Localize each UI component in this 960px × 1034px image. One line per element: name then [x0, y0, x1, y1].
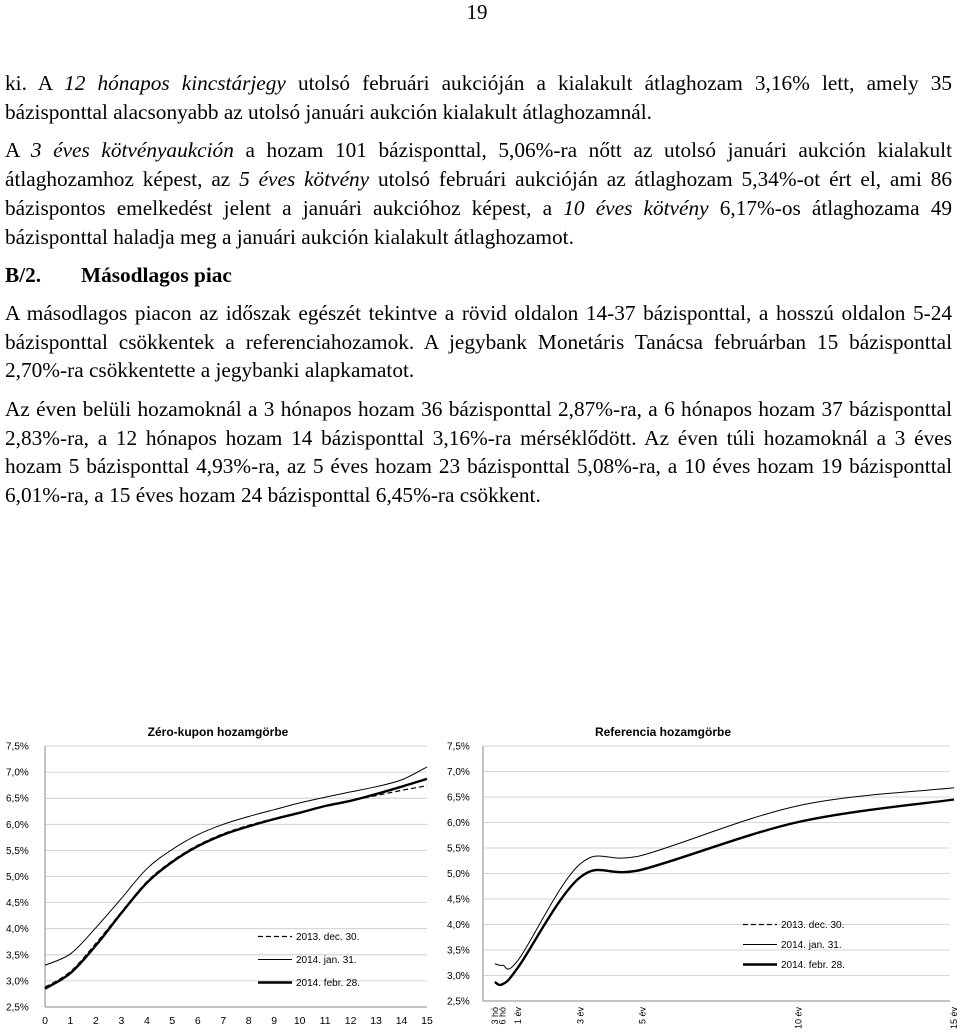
y-tick-label: 2,5% [6, 1002, 29, 1014]
zero-coupon-chart [0, 718, 440, 1034]
x-tick-label: 15 év [949, 1007, 959, 1030]
x-tick-label: 3 [118, 1015, 125, 1027]
x-tick-label: 10 [293, 1015, 306, 1027]
y-tick-label: 7,0% [6, 767, 29, 779]
legend-label: 2014. jan. 31. [781, 940, 842, 951]
emphasis-12-month-bill: 12 hónapos kincstárjegy [64, 71, 286, 95]
zero-coupon-chart-svg [0, 718, 440, 1029]
reference-chart-svg [445, 718, 957, 1029]
legend-label: 2014. jan. 31. [296, 955, 357, 966]
x-tick-label: 5 év [637, 1007, 648, 1025]
x-tick-label: 12 [344, 1015, 357, 1027]
x-tick-label: 0 [42, 1015, 48, 1027]
y-tick-label: 5,0% [447, 869, 470, 880]
paragraph-t-bill [5, 69, 952, 126]
y-tick-label: 3,0% [447, 971, 470, 982]
y-tick-label: 3,5% [447, 945, 470, 957]
x-tick-label: 6 [194, 1015, 201, 1027]
y-tick-label: 6,5% [447, 792, 470, 804]
y-tick-label: 5,5% [447, 843, 470, 855]
body-text [5, 69, 952, 520]
y-tick-label: 5,5% [6, 845, 29, 857]
x-tick-label: 1 év [513, 1007, 524, 1025]
x-tick-label: 6 hó [497, 1007, 508, 1025]
x-tick-label: 3 év [575, 1007, 586, 1025]
paragraph-yields: Az éven belüli hozamoknál a 3 hónapos hozam 36 bázisponttal 2,87%-ra, a 6 hónapos hozam 37 bázisponttal 2,83%-ra, a 12 hónapos hozam 14 bázisponttal 3,16%-ra mérséklődött. Az éven túli hozamoknál a 3 éves hozam 5 bázisponttal 4,93%-ra, az 5 éves hozam 23 bázisponttal 5,08%-ra, a 10 éves hozam 19 bázisponttal 6,01%-ra, a 15 éves hozam 24 bázisponttal 6,45%-ra csökkent. [5, 397, 952, 508]
x-tick-label: 4 [143, 1015, 150, 1027]
y-tick-label: 7,5% [6, 741, 29, 753]
x-tick-label: 5 [169, 1015, 176, 1027]
y-tick-label: 6,0% [6, 819, 29, 831]
x-tick-label: 10 év [793, 1007, 804, 1030]
y-tick-label: 3,0% [6, 976, 29, 988]
x-tick-label: 1 [67, 1015, 74, 1027]
section-number: B/2. [5, 263, 42, 288]
section-title: Másodlagos piac [81, 263, 232, 288]
text-run: ki. A [5, 71, 65, 95]
y-tick-label: 7,5% [447, 741, 470, 753]
series-line [45, 779, 427, 989]
y-tick-label: 6,5% [6, 793, 29, 805]
text-run: 6,17%-os átlaghozama 49 bázisponttal haladja meg a januári aukción kialakult átlaghozamot. [5, 195, 952, 249]
chart-title: Referencia hozamgörbe [594, 725, 732, 739]
text-run: utolsó februári aukcióján az átlaghozam 5,34%-ot ért el, ami 86 bázispontos emelkedést jelent a januári aukcióhoz képest, a [5, 167, 953, 220]
y-tick-label: 7,0% [447, 767, 470, 778]
y-tick-label: 6,0% [447, 818, 470, 829]
section-heading [5, 261, 952, 290]
legend-label: 2014. febr. 28. [781, 960, 845, 971]
y-tick-label: 4,5% [6, 898, 29, 910]
text-run: a hozam 101 bázisponttal, 5,06%-ra nőtt az utolsó januári aukción kialakult átlaghozamhoz képest, az [5, 138, 952, 192]
x-tick-label: 8 [245, 1015, 252, 1027]
y-tick-label: 2,5% [447, 996, 470, 1008]
x-tick-label: 2 [93, 1015, 99, 1027]
text-run: A [5, 138, 31, 163]
emphasis-5-year-bond: 5 éves kötvény [239, 167, 370, 192]
series-line [495, 788, 954, 969]
text-run: utolsó februári aukcióján a kialakult átlaghozam 3,16% lett, amely 35 bázisponttal alacsonyabb az utolsó januári aukción kialakult átlaghozamnál. [5, 71, 952, 124]
paragraph-bond-auctions [5, 136, 952, 251]
y-tick-label: 4,0% [6, 924, 29, 936]
legend-label: 2013. dec. 30. [296, 932, 360, 943]
legend-label: 2014. febr. 28. [296, 978, 360, 989]
emphasis-3-year-auction: 3 éves kötvényaukción [30, 138, 234, 163]
y-tick-label: 5,0% [6, 872, 29, 883]
x-tick-label: 9 [271, 1015, 278, 1027]
reference-chart [445, 718, 957, 1034]
y-tick-label: 4,5% [447, 894, 470, 906]
page-number: 19 [466, 0, 488, 24]
chart-title: Zéro-kupon hozamgörbe [147, 725, 289, 739]
x-tick-label: 11 [319, 1015, 331, 1027]
emphasis-10-year-bond: 10 éves kötvény [563, 195, 709, 220]
y-tick-label: 3,5% [6, 950, 29, 962]
y-tick-label: 4,0% [447, 920, 470, 931]
x-tick-label: 3 hó [489, 1007, 500, 1025]
series-line [45, 786, 427, 988]
x-tick-label: 13 [370, 1015, 382, 1027]
legend-label: 2013. dec. 30. [781, 920, 845, 931]
x-tick-label: 14 [395, 1015, 408, 1027]
x-tick-label: 7 [220, 1015, 227, 1027]
x-tick-label: 15 [421, 1015, 433, 1027]
paragraph-secondary-market: A másodlagos piacon az időszak egészét tekintve a rövid oldalon 14-37 bázisponttal, a hosszú oldalon 5-24 bázisponttal csökkentek a referenciahozamok. A jegybank Monetáris Tanácsa februárban 15 bázisponttal 2,70%-ra csökkentette a jegybanki alapkamatot. [5, 300, 952, 383]
